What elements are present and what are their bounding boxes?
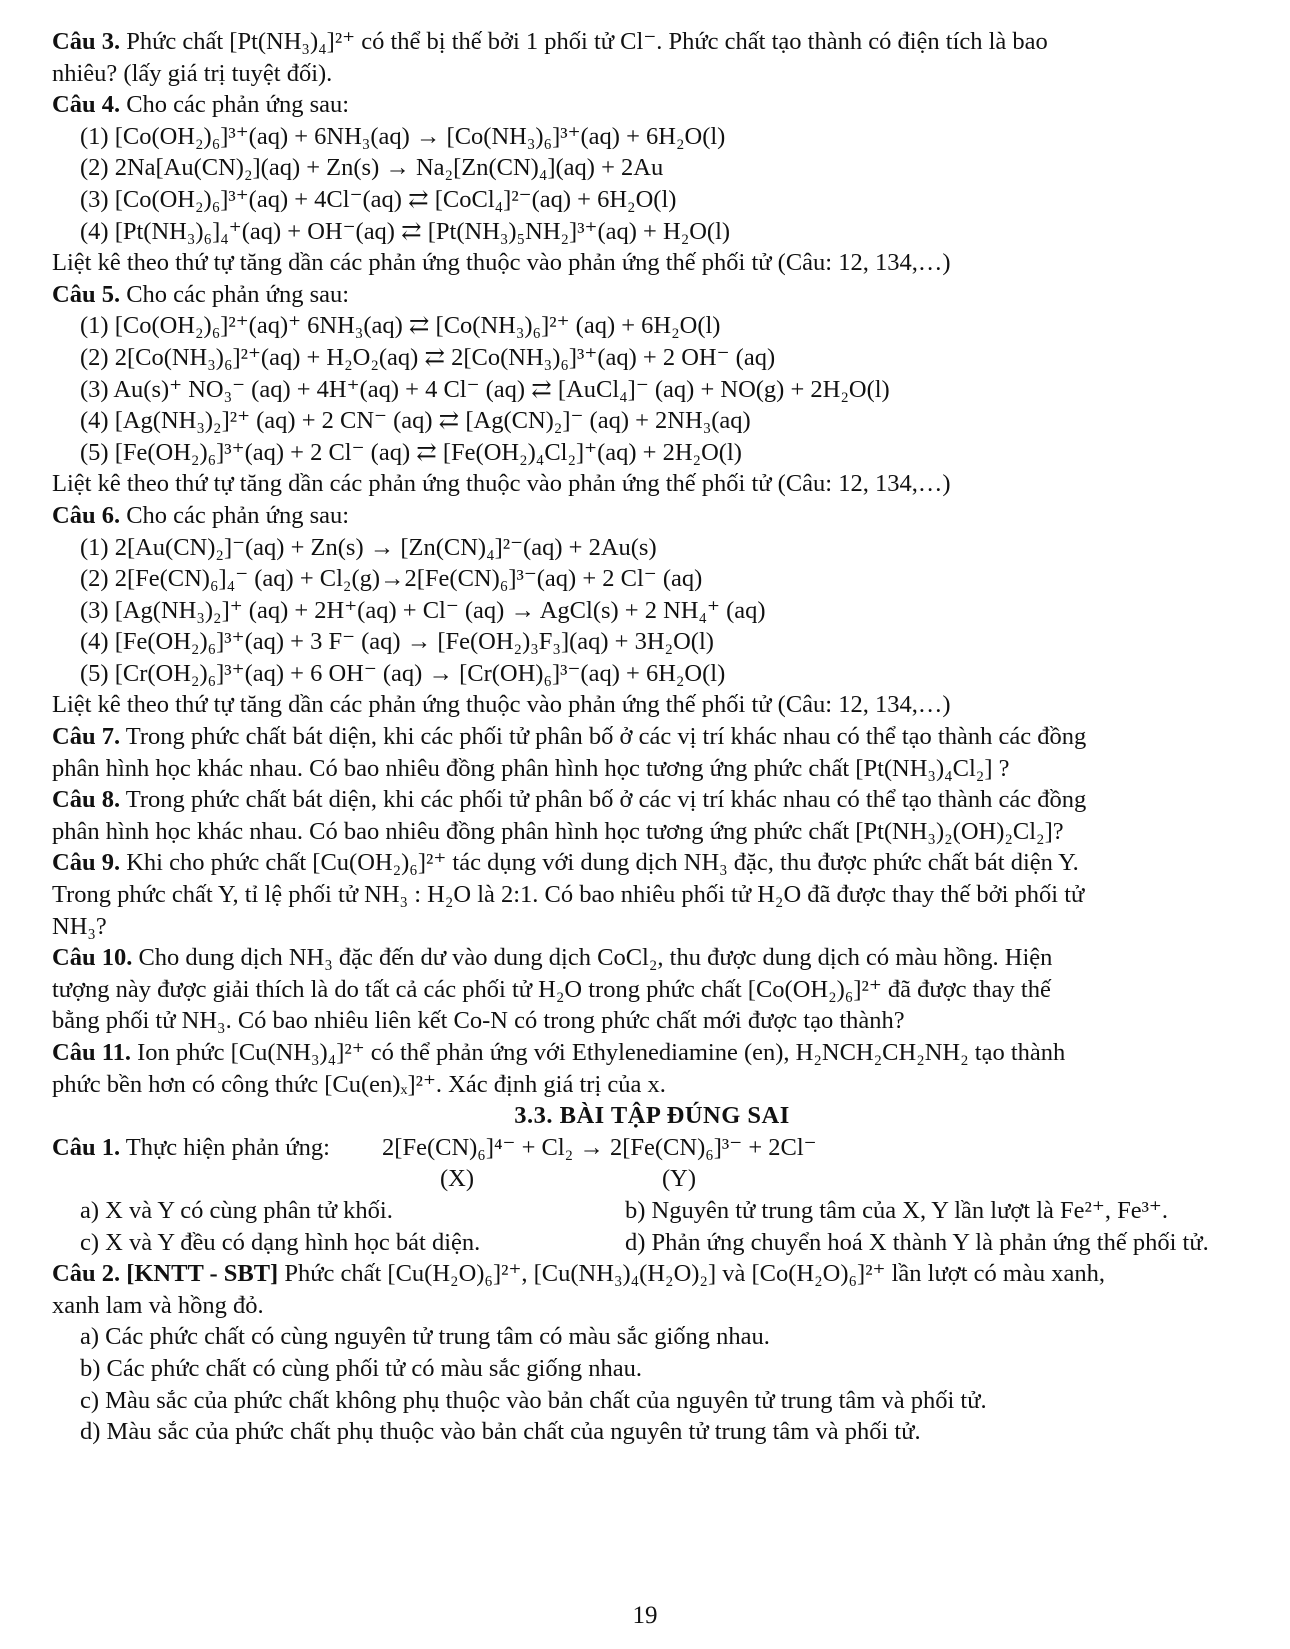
tf1-label-y: (Y) — [662, 1165, 697, 1193]
question-line — [52, 89, 1252, 121]
question-line — [52, 500, 1252, 532]
tf2-option-c: c) Màu sắc của phức chất không phụ thuộc vào bản chất của nguyên tử trung tâm và phối tử. — [80, 1386, 987, 1414]
reaction-line — [52, 310, 1252, 342]
text-line — [52, 974, 1252, 1006]
line-text: phức bền hơn có công thức [Cu(en)ₓ]²⁺. Xác định giá trị của x. — [52, 1070, 666, 1098]
question-label: Câu 9. — [52, 849, 121, 877]
question-label: Câu 5. — [52, 280, 121, 308]
question-list — [52, 26, 1252, 1100]
line-text: (2) 2Na[Au(CN)₂](aq) + Zn(s) → Na₂[Zn(CN)₄](aq) + 2Au — [80, 154, 664, 182]
line-text: Liệt kê theo thứ tự tăng dần các phản ứng thuộc vào phản ứng thế phối tử (Câu: 12, 134,…) — [52, 249, 951, 277]
tf2-option-b: b) Các phức chất có cùng phối tử có màu sắc giống nhau. — [80, 1354, 642, 1382]
reaction-line — [52, 405, 1252, 437]
text-line — [52, 1005, 1252, 1037]
line-text: phân hình học khác nhau. Có bao nhiêu đồng phân hình học tương ứng phức chất [Pt(NH₃)₄Cl₂] ? — [52, 754, 1010, 782]
text-line — [52, 879, 1252, 911]
tf1-equation: 2[Fe(CN)₆]⁴⁻ + Cl₂ → 2[Fe(CN)₆]³⁻ + 2Cl⁻ — [382, 1133, 817, 1161]
question-label: Câu 11. — [52, 1039, 131, 1066]
tf1-lead: Thực hiện phản ứng: — [120, 1133, 330, 1161]
tf1-options-cd — [52, 1227, 1252, 1259]
question-label: Câu 4. — [52, 91, 121, 119]
line-text: (5) [Cr(OH₂)₆]³⁺(aq) + 6 OH⁻ (aq) → [Cr(OH)₆]³⁻(aq) + 6H₂O(l) — [80, 659, 726, 687]
line-text: (4) [Fe(OH₂)₆]³⁺(aq) + 3 F⁻ (aq) → [Fe(OH₂)₃F₃](aq) + 3H₂O(l) — [80, 628, 714, 656]
line-text: (4) [Pt(NH₃)₆]₄⁺(aq) + OH⁻(aq) ⇄ [Pt(NH₃)₅NH₂]³⁺(aq) + H₂O(l) — [80, 217, 731, 245]
text-line — [52, 247, 1252, 279]
tf2-option-a: a) Các phức chất có cùng nguyên tử trung tâm có màu sắc giống nhau. — [80, 1323, 770, 1351]
question-line — [52, 1037, 1252, 1069]
question-line — [52, 847, 1252, 879]
line-text: phân hình học khác nhau. Có bao nhiêu đồng phân hình học tương ứng phức chất [Pt(NH₃)₂(OH)₂Cl₂]? — [52, 817, 1064, 845]
question-line — [52, 279, 1252, 311]
reaction-line — [52, 152, 1252, 184]
reaction-line — [52, 342, 1252, 374]
tf1-label: Câu 1. — [52, 1133, 121, 1161]
tf1-header — [52, 1132, 1252, 1164]
question-line — [52, 26, 1252, 58]
text-line — [52, 1069, 1252, 1101]
page-content — [52, 26, 1252, 1448]
tf1-options-ab — [52, 1195, 1252, 1227]
question-label: Câu 8. — [52, 786, 121, 814]
reaction-line — [52, 216, 1252, 248]
line-text: Cho dung dịch NH₃ đặc đến dư vào dung dịch CoCl₂, thu được dung dịch có màu hồng. Hiện — [132, 944, 1053, 972]
question-label: Câu 6. — [52, 501, 121, 529]
question-line — [52, 721, 1252, 753]
reaction-line — [52, 658, 1252, 690]
line-text: Cho các phản ứng sau: — [120, 501, 350, 529]
tf2-line1: Phức chất [Cu(H₂O)₆]²⁺, [Cu(NH₃)₄(H₂O)₂] và [Co(H₂O)₆]²⁺ lần lượt có màu xanh, — [278, 1260, 1105, 1288]
line-text: Phức chất [Pt(NH₃)₄]²⁺ có thể bị thế bởi 1 phối tử Cl⁻. Phức chất tạo thành có điện tích là bao — [120, 28, 1048, 55]
line-text: (3) [Co(OH₂)₆]³⁺(aq) + 4Cl⁻(aq) ⇄ [CoCl₄]²⁻(aq) + 6H₂O(l) — [80, 185, 677, 213]
line-text: (1) 2[Au(CN)₂]⁻(aq) + Zn(s) → [Zn(CN)₄]²⁻(aq) + 2Au(s) — [80, 533, 657, 561]
line-text: Liệt kê theo thứ tự tăng dần các phản ứng thuộc vào phản ứng thế phối tử (Câu: 12, 134,…) — [52, 470, 951, 498]
reaction-line — [52, 532, 1252, 564]
tf1-option-b: b) Nguyên tử trung tâm của X, Y lần lượt là Fe²⁺, Fe³⁺. — [625, 1196, 1168, 1224]
tf1-option-a: a) X và Y có cùng phân tử khối. — [80, 1196, 393, 1224]
line-text: (4) [Ag(NH₃)₂]²⁺ (aq) + 2 CN⁻ (aq) ⇄ [Ag(CN)₂]⁻ (aq) + 2NH₃(aq) — [80, 407, 751, 435]
tf2-header — [52, 1258, 1252, 1290]
text-line — [52, 468, 1252, 500]
line-text: Liệt kê theo thứ tự tăng dần các phản ứng thuộc vào phản ứng thế phối tử (Câu: 12, 134,…) — [52, 691, 951, 719]
text-line — [52, 753, 1252, 785]
line-text: (2) 2[Fe(CN)₆]₄⁻ (aq) + Cl₂(g)→2[Fe(CN)₆]³⁻(aq) + 2 Cl⁻ (aq) — [80, 565, 703, 593]
tf1-xy-labels — [52, 1163, 1252, 1195]
tf1-label-x: (X) — [440, 1165, 475, 1193]
section-title: 3.3. BÀI TẬP ĐÚNG SAI — [514, 1102, 790, 1130]
line-text: Trong phức chất Y, tỉ lệ phối tử NH₃ : H₂O là 2:1. Có bao nhiêu phối tử H₂O đã được thay thế bởi phối tử — [52, 881, 1085, 909]
reaction-line — [52, 121, 1252, 153]
question-line — [52, 942, 1252, 974]
line-text: Cho các phản ứng sau: — [120, 91, 350, 119]
tf2-label: Câu 2. [KNTT - SBT] — [52, 1260, 279, 1288]
line-text: nhiêu? (lấy giá trị tuyệt đối). — [52, 59, 333, 87]
reaction-line — [52, 626, 1252, 658]
line-text: Khi cho phức chất [Cu(OH₂)₆]²⁺ tác dụng với dung dịch NH₃ đặc, thu được phức chất bát diện Y. — [120, 849, 1079, 877]
question-label: Câu 7. — [52, 723, 121, 751]
line-text: (1) [Co(OH₂)₆]²⁺(aq)⁺ 6NH₃(aq) ⇄ [Co(NH₃)₆]²⁺ (aq) + 6H₂O(l) — [80, 312, 721, 340]
reaction-line — [52, 374, 1252, 406]
question-label: Câu 3. — [52, 28, 121, 55]
reaction-line — [52, 563, 1252, 595]
line-text: Trong phức chất bát diện, khi các phối tử phân bố ở các vị trí khác nhau có thể tạo thành các đồng — [120, 723, 1087, 751]
line-text: bằng phối tử NH₃. Có bao nhiêu liên kết Co-N có trong phức chất mới được tạo thành? — [52, 1007, 905, 1035]
question-label: Câu 10. — [52, 944, 133, 972]
text-line — [52, 911, 1252, 943]
line-text: (1) [Co(OH₂)₆]³⁺(aq) + 6NH₃(aq) → [Co(NH₃)₆]³⁺(aq) + 6H₂O(l) — [80, 122, 726, 150]
line-text: Ion phức [Cu(NH₃)₄]²⁺ có thể phản ứng với Ethylenediamine (en), H₂NCH₂CH₂NH₂ tạo thành — [130, 1039, 1066, 1066]
tf1-option-c: c) X và Y đều có dạng hình học bát diện. — [80, 1228, 481, 1256]
line-text: (2) 2[Co(NH₃)₆]²⁺(aq) + H₂O₂(aq) ⇄ 2[Co(NH₃)₆]³⁺(aq) + 2 OH⁻ (aq) — [80, 343, 776, 371]
line-text: tượng này được giải thích là do tất cả các phối tử H₂O trong phức chất [Co(OH₂)₆]²⁺ đã được thay thế — [52, 975, 1051, 1003]
page-number: 19 — [632, 1602, 658, 1629]
question-line — [52, 784, 1252, 816]
line-text: (3) [Ag(NH₃)₂]⁺ (aq) + 2H⁺(aq) + Cl⁻ (aq) → AgCl(s) + 2 NH₄⁺ (aq) — [80, 596, 766, 624]
line-text: (5) [Fe(OH₂)₆]³⁺(aq) + 2 Cl⁻ (aq) ⇄ [Fe(OH₂)₄Cl₂]⁺(aq) + 2H₂O(l) — [80, 438, 742, 466]
line-text: Trong phức chất bát diện, khi các phối tử phân bố ở các vị trí khác nhau có thể tạo thành các đồng — [120, 786, 1087, 814]
reaction-line — [52, 184, 1252, 216]
text-line — [52, 58, 1252, 90]
tf2-line2: xanh lam và hồng đỏ. — [52, 1291, 264, 1319]
line-text: NH₃? — [52, 912, 107, 940]
reaction-line — [52, 595, 1252, 627]
text-line — [52, 816, 1252, 848]
text-line — [52, 689, 1252, 721]
reaction-line — [52, 437, 1252, 469]
line-text: (3) Au(s)⁺ NO₃⁻ (aq) + 4H⁺(aq) + 4 Cl⁻ (aq) ⇄ [AuCl₄]⁻ (aq) + NO(g) + 2H₂O(l) — [80, 375, 890, 403]
tf2-option-d: d) Màu sắc của phức chất phụ thuộc vào bản chất của nguyên tử trung tâm và phối tử. — [80, 1418, 921, 1446]
tf1-option-d: d) Phản ứng chuyển hoá X thành Y là phản ứng thế phối tử. — [625, 1228, 1209, 1256]
line-text: Cho các phản ứng sau: — [120, 280, 350, 308]
